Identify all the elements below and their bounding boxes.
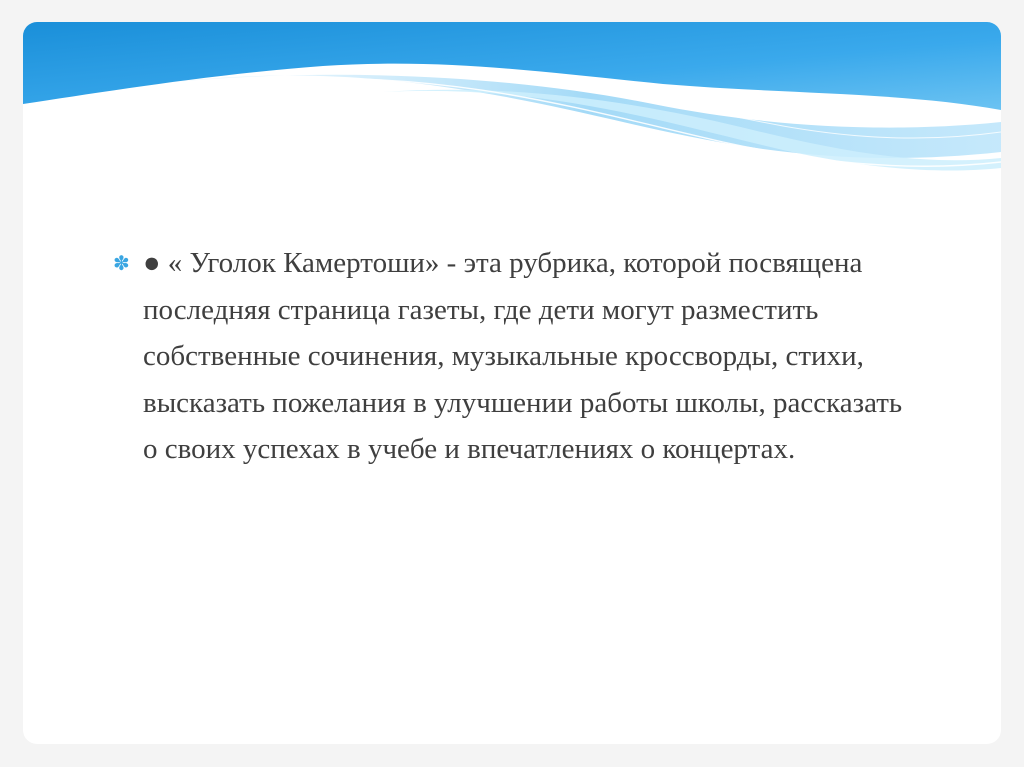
- bullet-item: [113, 240, 913, 473]
- bullet-text: ● « Уголок Камертоши» - эта рубрика, которой посвящена последняя страница газеты, где дети могут разместить собственные сочинения, музыкальные кроссворды, стихи, высказать пожелания в улучшении работы школы, рассказать о своих успехах в учебе и впечатлениях о концертах.: [143, 247, 903, 465]
- slide: [23, 22, 1001, 744]
- wave-banner: [23, 22, 1001, 182]
- asterisk-bullet-icon: ✽: [113, 251, 130, 275]
- slide-content: [113, 240, 913, 473]
